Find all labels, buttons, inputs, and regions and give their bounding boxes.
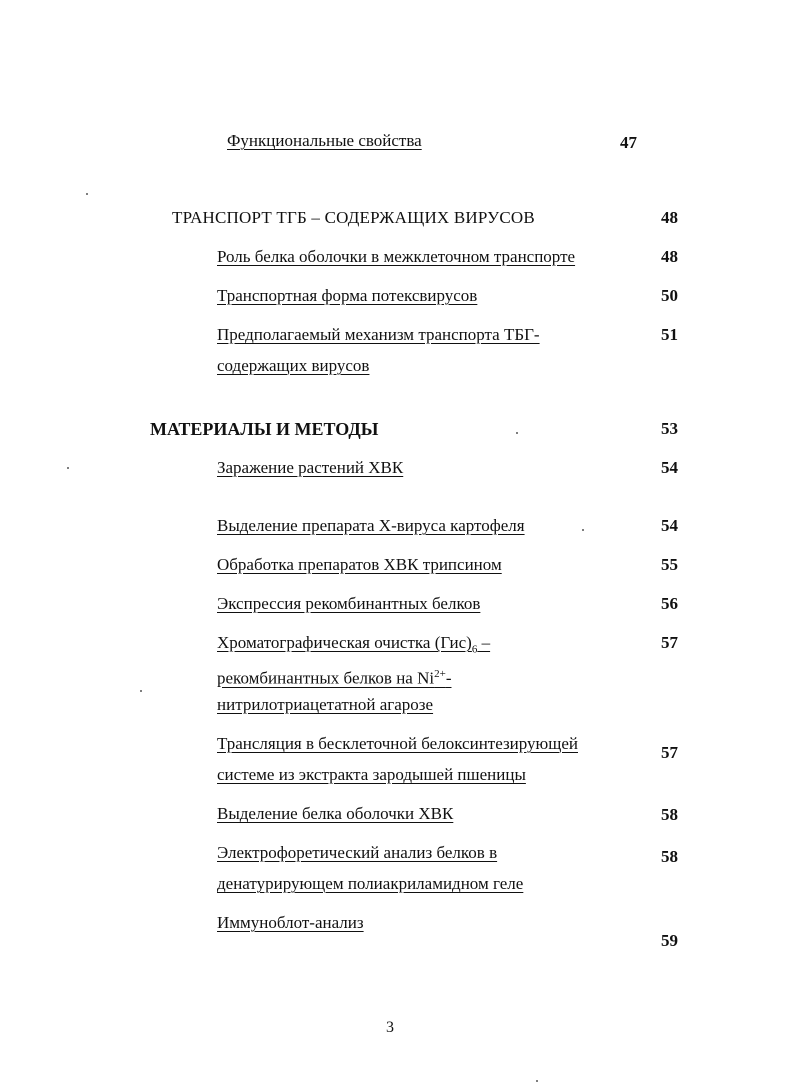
toc-page-expression: 56 — [661, 594, 678, 613]
toc-entry-trypsin: Обработка препаратов ХВК трипсином — [217, 555, 502, 574]
toc-section-transport: ТРАНСПОРТ ТГБ – СОДЕРЖАЩИХ ВИРУСОВ — [172, 208, 535, 227]
scan-speck — [67, 467, 69, 469]
toc-entry-chromatography-line2: рекомбинантных белков на $Ni^{2+}-$ — [217, 668, 452, 688]
scan-speck — [582, 529, 584, 531]
toc-page-infection: 54 — [661, 458, 678, 477]
toc-entry-translation-line1: Трансляция в бесклеточной белоксинтезирующей — [217, 734, 578, 753]
toc-page-functional-properties: 47 — [620, 133, 637, 152]
toc-page-electrophoresis: 58 — [661, 847, 678, 866]
toc-entry-coat-protein-role: Роль белка оболочки в межклеточном транспорте — [217, 247, 576, 266]
toc-page-chromatography: 57 — [661, 633, 678, 652]
scan-speck — [86, 193, 88, 195]
toc-entry-electrophoresis-line1: Электрофоретический анализ белков в — [217, 843, 498, 862]
scan-speck — [140, 690, 142, 692]
toc-entry-translation-line2: системе из экстракта зародышей пшеницы — [217, 765, 526, 784]
toc-entry-isolation-pvx: Выделение препарата Х-вируса картофеля — [217, 516, 525, 535]
toc-entry-chromatography-line1: Хроматографическая очистка $(Гис)_6$ – — [217, 633, 491, 656]
toc-page-materials-methods: 53 — [661, 419, 678, 438]
scan-speck — [516, 432, 518, 434]
toc-entry-mechanism-line1: Предполагаемый механизм транспорта ТБГ- — [217, 325, 540, 344]
toc-page-coat-isolation: 58 — [661, 805, 678, 824]
toc-page-transport-form: 50 — [661, 286, 678, 305]
toc-entry-infection: Заражение растений ХВК — [217, 458, 404, 477]
toc-entry-transport-form: Транспортная форма потексвирусов — [217, 286, 478, 305]
toc-chapter-materials-methods: МАТЕРИАЛЫ И МЕТОДЫ — [150, 419, 379, 439]
toc-page-trypsin: 55 — [661, 555, 678, 574]
toc-page-translation: 57 — [661, 743, 678, 762]
toc-entry-expression: Экспрессия рекомбинантных белков — [217, 594, 481, 613]
toc-entry-electrophoresis-line2: денатурирующем полиакриламидном геле — [217, 874, 524, 893]
toc-entry-functional-properties: Функциональные свойства — [227, 131, 422, 150]
toc-page-immunoblot: 59 — [661, 931, 678, 950]
toc-entry-immunoblot: Иммуноблот-анализ — [217, 913, 364, 932]
toc-page-coat-protein-role: 48 — [661, 247, 678, 266]
toc-entry-coat-isolation: Выделение белка оболочки ХВК — [217, 804, 454, 823]
toc-page-isolation-pvx: 54 — [661, 516, 678, 535]
toc-page-mechanism: 51 — [661, 325, 678, 344]
toc-entry-chromatography-line3: нитрилотриацетатной агарозе — [217, 695, 434, 714]
toc-entry-mechanism-line2: содержащих вирусов — [217, 356, 370, 375]
toc-page-transport: 48 — [661, 208, 678, 227]
page-number: 3 — [386, 1019, 394, 1036]
scan-speck — [536, 1080, 538, 1082]
